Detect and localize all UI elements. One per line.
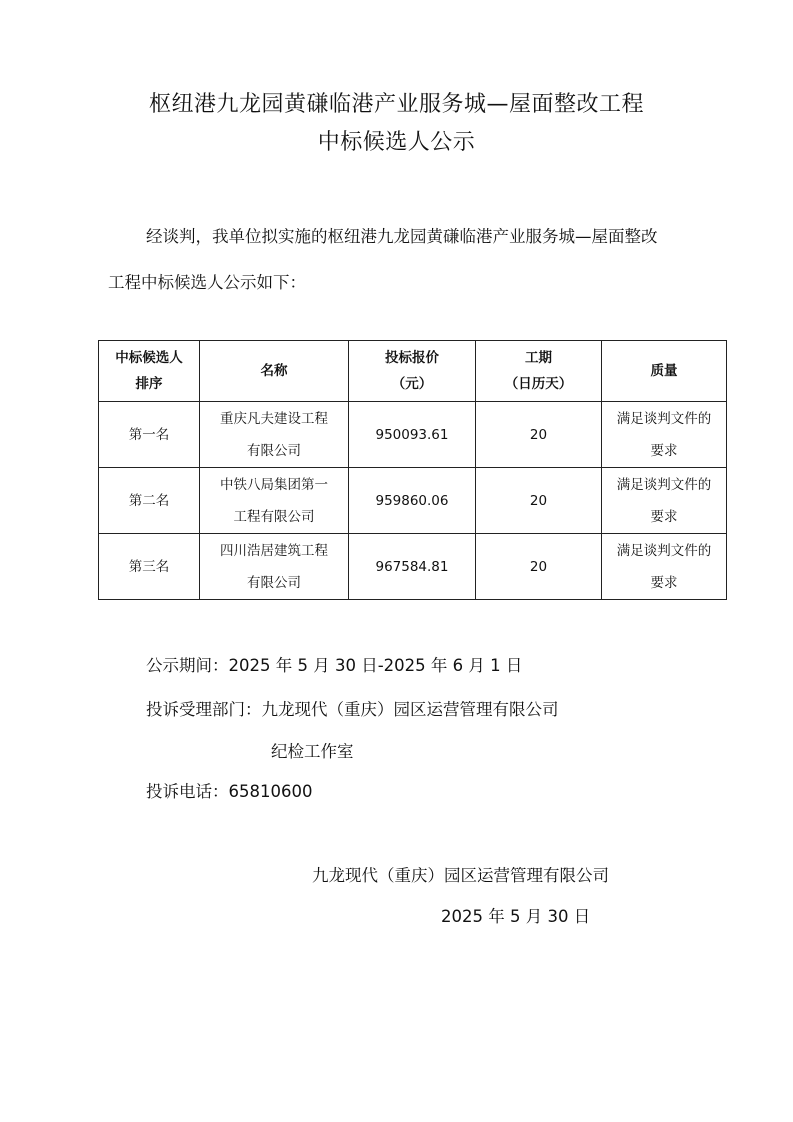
intro-paragraph-line1: 经谈判，我单位拟实施的枢纽港九龙园黄磏临港产业服务城—屋面整改 [146, 227, 658, 246]
cell-name: 四川浩居建筑工程 有限公司 [200, 534, 349, 600]
cell-period: 20 [476, 534, 602, 600]
cell-price: 950093.61 [349, 402, 476, 468]
cell-period: 20 [476, 468, 602, 534]
cell-quality: 满足谈判文件的 要求 [602, 402, 727, 468]
header-name: 名称 [200, 341, 349, 402]
document-subtitle: 中标候选人公示 [317, 130, 476, 155]
cell-rank: 第二名 [99, 468, 200, 534]
cell-rank: 第一名 [99, 402, 200, 468]
table-row [99, 534, 727, 600]
header-rank: 中标候选人 排序 [99, 341, 200, 402]
header-period: 工期 （日历天） [476, 341, 602, 402]
complaint-department: 投诉受理部门：九龙现代（重庆）园区运营管理有限公司 [146, 700, 559, 719]
header-price: 投标报价 （元） [349, 341, 476, 402]
document-title: 枢纽港九龙园黄磏临港产业服务城—屋面整改工程 [148, 92, 644, 117]
signature-organization: 九龙现代（重庆）园区运营管理有限公司 [312, 866, 609, 885]
signature-date: 2025 年 5 月 30 日 [441, 907, 591, 926]
cell-price: 967584.81 [349, 534, 476, 600]
cell-name: 重庆凡夫建设工程 有限公司 [200, 402, 349, 468]
cell-period: 20 [476, 402, 602, 468]
table-header-row [99, 341, 727, 402]
intro-paragraph-line2: 工程中标候选人公示如下： [108, 273, 306, 292]
cell-quality: 满足谈判文件的 要求 [602, 468, 727, 534]
cell-rank: 第三名 [99, 534, 200, 600]
candidate-table [98, 340, 727, 600]
header-quality: 质量 [602, 341, 727, 402]
publicity-period: 公示期间：2025 年 5 月 30 日-2025 年 6 月 1 日 [146, 656, 523, 675]
table-row [99, 468, 727, 534]
cell-price: 959860.06 [349, 468, 476, 534]
cell-name: 中铁八局集团第一 工程有限公司 [200, 468, 349, 534]
cell-quality: 满足谈判文件的 要求 [602, 534, 727, 600]
table-row [99, 402, 727, 468]
complaint-department-office: 纪检工作室 [271, 742, 354, 761]
complaint-phone: 投诉电话：65810600 [146, 782, 313, 801]
